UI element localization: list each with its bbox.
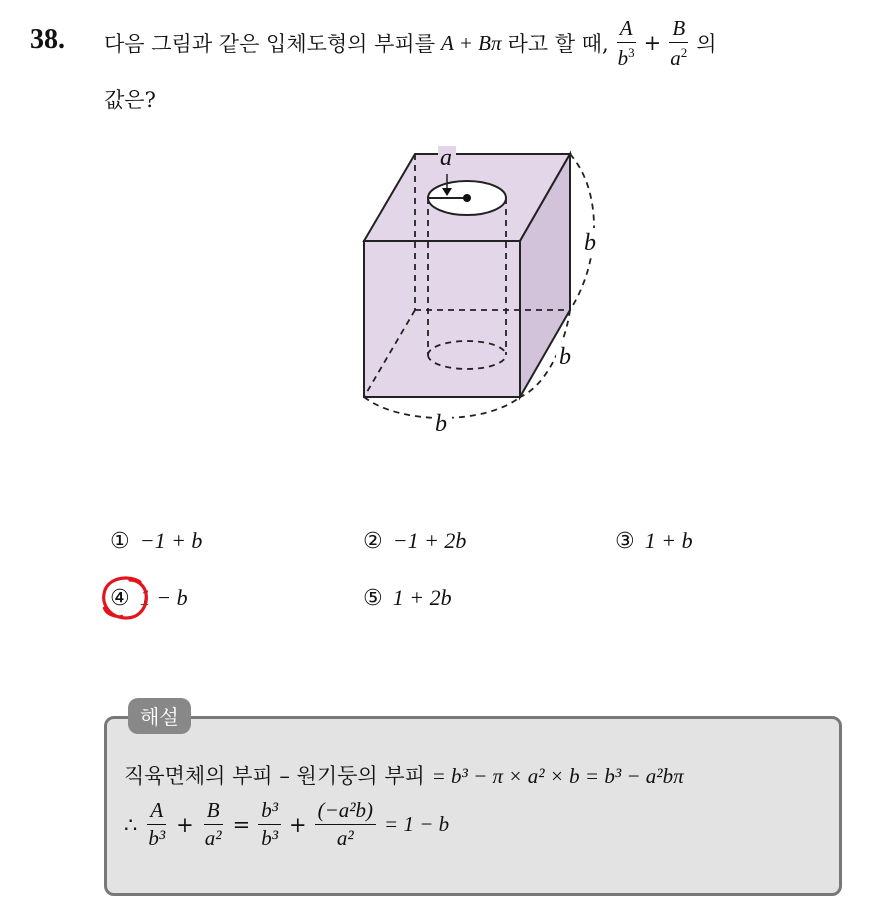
label-b-bottom: b	[435, 411, 447, 437]
label-b-depth: b	[559, 344, 571, 370]
question-line-2: 값은?	[104, 88, 156, 112]
solution-fraction-3: $\frac{\text{b³}}{\text{b³}}$	[258, 800, 281, 849]
solution-line-1-text: 직육면체의 부피 – 원기둥의 부피	[124, 764, 425, 788]
fraction-b-over-a2: $\frac{B}{a^2}$	[670, 15, 688, 70]
solid-figure	[340, 140, 620, 445]
center-dot	[463, 194, 471, 202]
choice-3[interactable]: ③ 1 + b	[615, 528, 693, 554]
choice-5[interactable]: ⑤ 1 + 2b	[363, 585, 452, 611]
question-text-after: 의	[696, 32, 717, 56]
solution-tag: 해설	[128, 698, 191, 734]
therefore-symbol: ∴	[124, 812, 138, 837]
choice-4[interactable]: ④ 1 − b	[110, 585, 188, 611]
label-b-right: b	[584, 230, 596, 256]
solution-line-1	[124, 760, 684, 790]
solution-fraction-2: $\frac{B}{\text{a²}}$	[204, 798, 222, 850]
question-text-mid: 라고 할 때,	[507, 32, 609, 56]
solution-fraction-1: $\frac{A}{\text{b³}}$	[148, 798, 166, 850]
question-number: 38.	[30, 24, 65, 55]
answer-circle-mark	[100, 574, 152, 622]
solution-line-2	[124, 800, 449, 849]
question-line-1	[104, 14, 717, 72]
question-expression: A + Bπ	[441, 30, 502, 55]
solution-fraction-4: $\frac{\text{(−a²b)}}{\text{a²}}$	[315, 800, 376, 849]
plus-sign: +	[643, 31, 662, 55]
cube-front-face	[364, 241, 520, 397]
solution-equals-1: =	[232, 812, 251, 837]
choice-1[interactable]: ① −1 + b	[110, 528, 203, 554]
solution-plus-1: +	[176, 812, 194, 837]
choice-2[interactable]: ② −1 + 2b	[363, 528, 467, 554]
solution-result: = 1 − b	[384, 812, 450, 836]
question-text: 다음 그림과 같은 입체도형의 부피를	[104, 32, 435, 56]
solution-line-1-math: = b³ − π × a² × b = b³ − a²bπ	[431, 764, 684, 788]
solution-plus-2: +	[288, 812, 307, 837]
fraction-a-over-b3: $\frac{A}{b^3}$	[617, 15, 635, 70]
label-a: a	[440, 145, 452, 171]
